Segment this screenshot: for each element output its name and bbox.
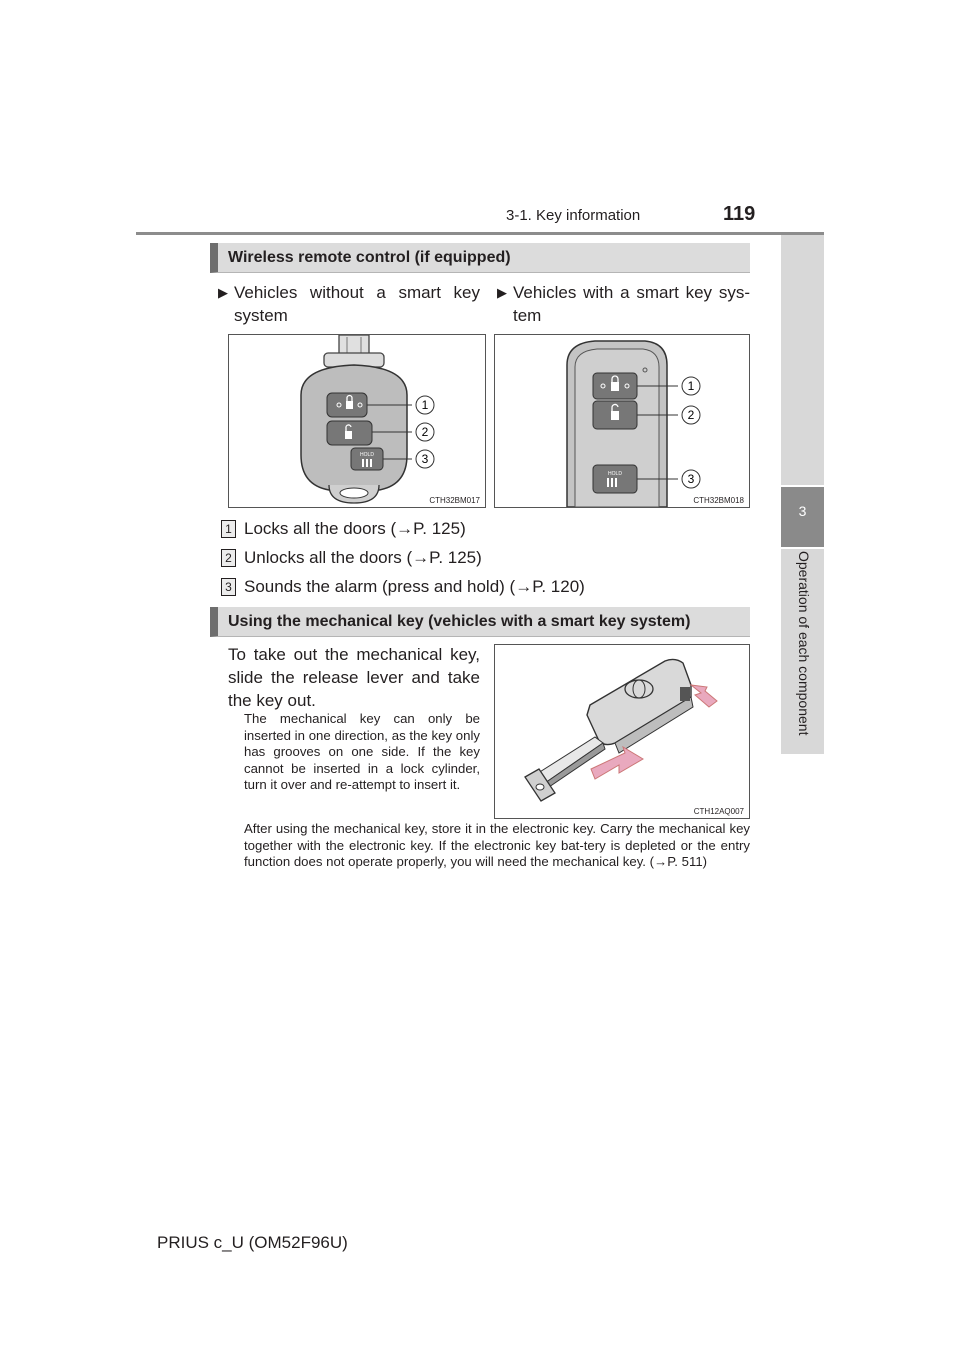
list-number-1: 1	[221, 520, 236, 538]
figure-code: CTH12AQ007	[693, 807, 744, 816]
callout-1: 1	[421, 398, 429, 412]
column-heading-smart-key: ▶ Vehicles with a smart key sys-tem	[497, 283, 750, 325]
section-heading-wireless-remote: Wireless remote control (if equipped)	[210, 243, 750, 273]
callout-1: 1	[687, 379, 695, 393]
list-item-lock: Locks all the doors (→P. 125)	[244, 519, 466, 538]
side-tab-number: 3	[798, 503, 807, 519]
figure-key-fob	[228, 334, 486, 508]
column-heading-no-smart-key: ▶ Vehicles without a smart key system	[218, 283, 480, 325]
key-fob-illustration	[229, 335, 485, 507]
smart-key-illustration	[495, 335, 749, 507]
after-use-note: After using the mechanical key, store it in the electronic key. Carry the mechanical key together with the electronic key. If the electronic key bat-tery is depleted or the entry function does not operate properly, you will need the mechanical key. (→P. 511)	[244, 821, 750, 869]
list-item-unlock: Unlocks all the doors (→P. 125)	[244, 548, 482, 567]
hold-label: HOLD	[360, 452, 374, 458]
side-tab-label: Operation of each component	[796, 551, 812, 736]
callout-2: 2	[421, 425, 429, 439]
callout-3: 3	[421, 452, 429, 466]
header-rule	[136, 232, 824, 235]
mechanical-key-illustration	[495, 645, 749, 818]
hold-label: HOLD	[608, 471, 622, 477]
figure-code: CTH32BM018	[693, 496, 744, 505]
figure-code: CTH32BM017	[429, 496, 480, 505]
side-tab-upper	[781, 235, 824, 485]
instruction-text: To take out the mechanical key, slide the release lever and take the key out.	[228, 645, 480, 710]
figure-mechanical-key	[494, 644, 750, 819]
page-number: 119	[723, 203, 756, 225]
figure-smart-key	[494, 334, 750, 508]
section-title: 3-1. Key information	[506, 207, 641, 224]
triangle-bullet-icon: ▶	[497, 285, 507, 300]
section-heading-mechanical-key: Using the mechanical key (vehicles with a smart key system)	[210, 607, 750, 637]
list-number-3: 3	[221, 578, 236, 596]
note-text: The mechanical key can only be inserted in one direction, as the key only has grooves on one side. If the key cannot be inserted in a lock cylinder, turn it over and re-attempt to insert it.	[244, 711, 480, 792]
triangle-bullet-icon: ▶	[218, 285, 228, 300]
callout-3: 3	[687, 472, 695, 486]
footer-model: PRIUS c_U (OM52F96U)	[157, 1233, 348, 1252]
list-number-2: 2	[221, 549, 236, 567]
callout-2: 2	[687, 408, 695, 422]
list-item-alarm: Sounds the alarm (press and hold) (→P. 120)	[244, 577, 585, 596]
